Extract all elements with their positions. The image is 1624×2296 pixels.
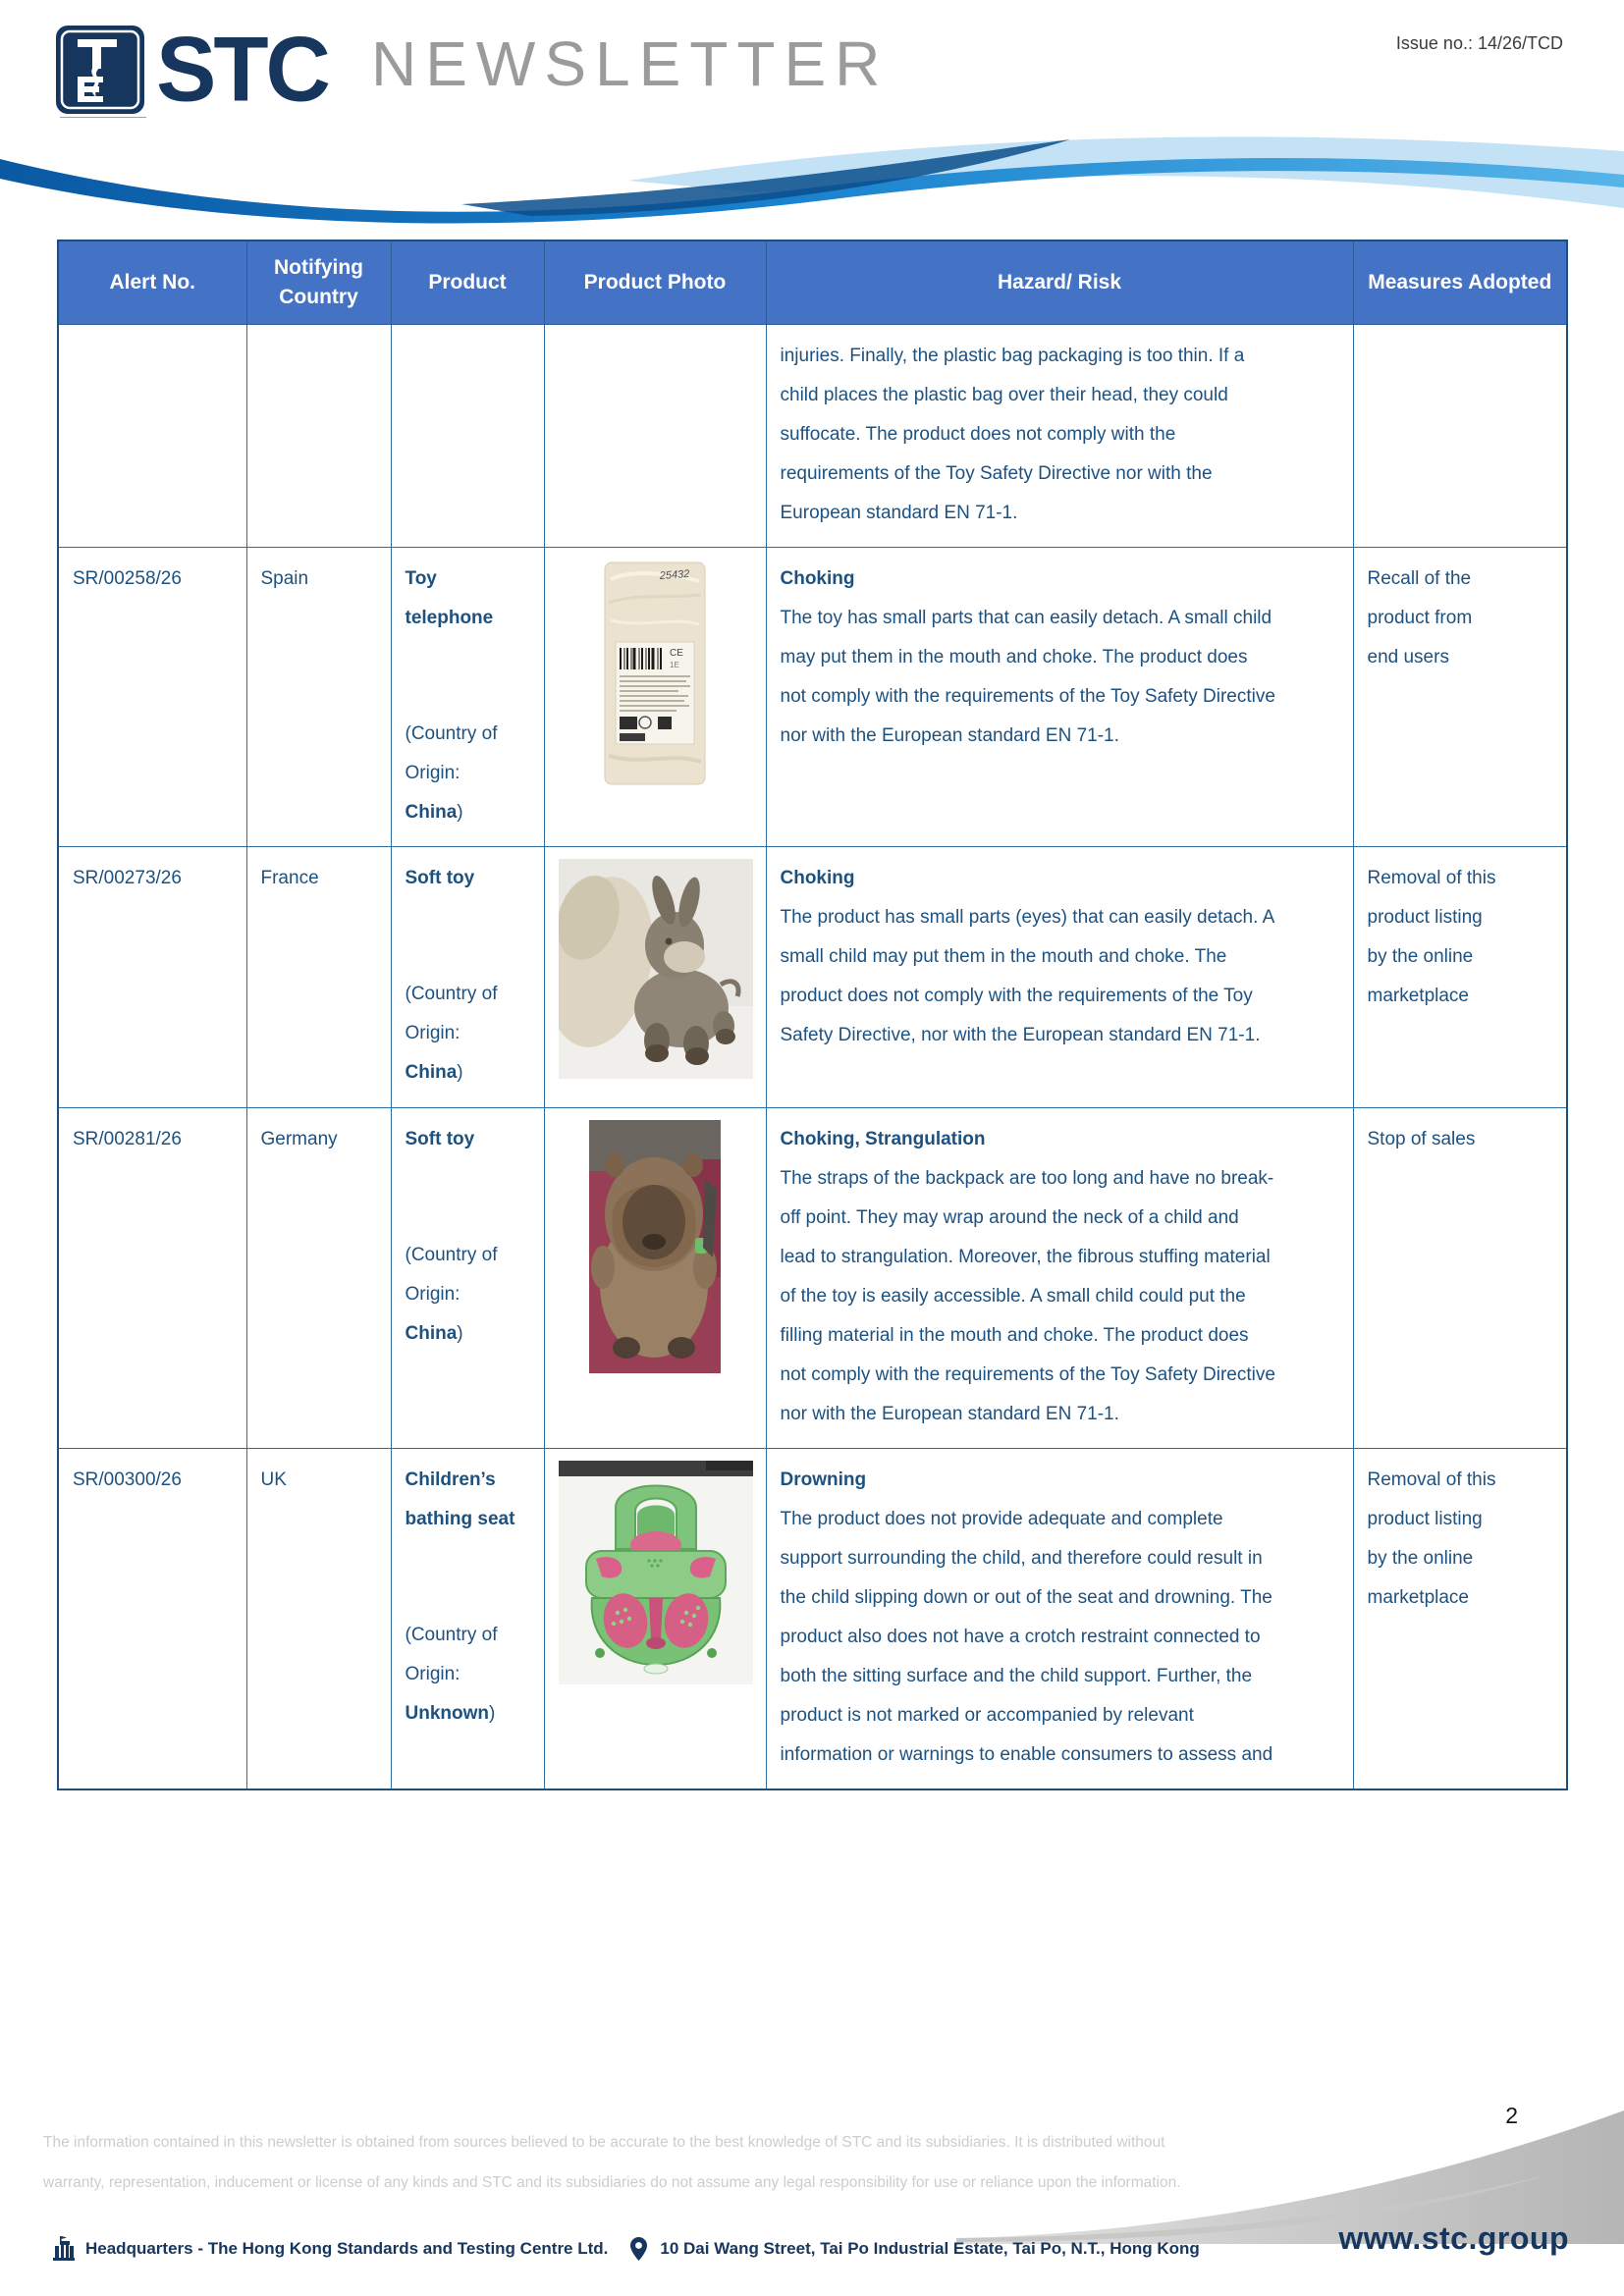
table-row	[58, 847, 1567, 1108]
origin-close: )	[457, 1062, 463, 1083]
origin-value: China	[405, 1323, 458, 1344]
alert-no-cell	[58, 325, 246, 548]
hazard-text: The toy has small parts that can easily detach. A small child may put them in the mouth and choke. The product does not comply with the requirements of the Toy Safety Directive nor with the European standard EN 71-1.	[780, 608, 1275, 746]
hazard-cell	[766, 325, 1353, 548]
table-row	[58, 548, 1567, 847]
country-of-origin	[406, 975, 515, 1093]
origin-close: )	[457, 1323, 463, 1344]
origin-label: (Country of Origin:	[405, 984, 498, 1043]
country-cell: Germany	[246, 1108, 391, 1449]
hazard-title: Drowning	[780, 1469, 867, 1490]
disclaimer-line-2: warranty, representation, inducement or license of any kinds and STC and its subsidiaries do not assume any legal responsibility for use or reliance upon the information.	[43, 2174, 1181, 2191]
soft-toy-donkey-photo	[559, 859, 753, 1079]
product-cell	[391, 548, 544, 847]
table-row	[58, 1449, 1567, 1790]
country-cell: Spain	[246, 548, 391, 847]
alert-no-cell: SR/00258/26	[58, 548, 246, 847]
country-of-origin	[406, 1236, 515, 1354]
headquarters-label: Headquarters - The Hong Kong Standards and Testing Centre Ltd.	[85, 2239, 609, 2258]
product-photo-cell	[544, 1108, 766, 1449]
hazard-cell	[766, 1108, 1353, 1449]
address-text: 10 Dai Wang Street, Tai Po Industrial Estate, Tai Po, N.T., Hong Kong	[660, 2239, 1200, 2258]
hazard-cell	[766, 548, 1353, 847]
product-name: Children’s bathing seat	[405, 1469, 515, 1529]
origin-value: China	[405, 802, 458, 823]
hazard-cell	[766, 1449, 1353, 1790]
alerts-table	[57, 240, 1568, 1790]
stc-logo-icon	[54, 22, 148, 118]
col-header-alert-no: Alert No.	[58, 240, 246, 325]
stc-logo	[54, 18, 328, 121]
soft-toy-capybara-photo	[589, 1120, 721, 1373]
country-of-origin	[406, 1616, 515, 1734]
hazard-title: Choking	[780, 568, 855, 589]
country-of-origin	[406, 715, 515, 832]
measures-cell	[1353, 548, 1567, 847]
col-header-product: Product	[391, 240, 544, 325]
col-header-notifying-country: Notifying Country	[246, 240, 391, 325]
header-wave-graphic	[0, 126, 1624, 226]
alert-no-cell: SR/00281/26	[58, 1108, 246, 1449]
measures-cell	[1353, 847, 1567, 1108]
country-cell: France	[246, 847, 391, 1108]
measures-text: Recall of the product from end users	[1367, 568, 1473, 667]
bathing-seat-photo	[559, 1461, 753, 1684]
hazard-text: The product does not provide adequate and complete support surrounding the child, and therefore could result in the child slipping down or out of the seat and drowning. The product also does not have a crotch restraint connected to both the sitting surface and the child support. Further, the product is not marked or accompanied by relevant information or warnings to enable consumers to assess and	[780, 1509, 1273, 1765]
toy-telephone-photo	[603, 560, 707, 787]
country-cell	[246, 325, 391, 548]
measures-text: Stop of sales	[1367, 1129, 1476, 1149]
product-cell	[391, 325, 544, 548]
origin-value: Unknown	[405, 1703, 489, 1724]
product-cell	[391, 847, 544, 1108]
product-photo-cell	[544, 847, 766, 1108]
origin-close: )	[489, 1703, 496, 1724]
svg-text:25432: 25432	[659, 567, 690, 582]
hazard-text: The straps of the backpack are too long and have no break-off point. They may wrap around the neck of a child and lead to strangulation. Moreover, the fibrous stuffing material of the toy is easily accessible. A small child could put the filling material in the mouth and choke. The product does not comply with the requirements of the Toy Safety Directive nor with the European standard EN 71-1.	[780, 1168, 1275, 1424]
alert-no-cell: SR/00300/26	[58, 1449, 246, 1790]
svg-text:CE: CE	[670, 648, 683, 659]
measures-cell	[1353, 1108, 1567, 1449]
table-row	[58, 1108, 1567, 1449]
product-name: Soft toy	[405, 1129, 475, 1149]
col-header-hazard-risk: Hazard/ Risk	[766, 240, 1353, 325]
location-pin-icon	[630, 2237, 647, 2261]
origin-label: (Country of Origin:	[405, 723, 498, 783]
hazard-text: The product has small parts (eyes) that can easily detach. A small child may put them in the mouth and choke. The product does not comply with the requirements of the Toy Safety Directive, nor with the European standard EN 71-1.	[780, 907, 1274, 1045]
measures-cell	[1353, 1449, 1567, 1790]
hazard-title: Choking, Strangulation	[780, 1129, 986, 1149]
product-name: Toy telephone	[405, 568, 494, 628]
country-cell: UK	[246, 1449, 391, 1790]
product-photo-cell	[544, 548, 766, 847]
table-header-row	[58, 240, 1567, 325]
alert-no-cell: SR/00273/26	[58, 847, 246, 1108]
table-row	[58, 325, 1567, 548]
origin-value: China	[405, 1062, 458, 1083]
building-icon	[51, 2236, 77, 2262]
issue-number: Issue no.: 14/26/TCD	[1395, 33, 1563, 53]
product-cell	[391, 1108, 544, 1449]
stc-logo-text: STC	[156, 18, 328, 121]
measures-cell	[1353, 325, 1567, 548]
col-header-measures: Measures Adopted	[1353, 240, 1567, 325]
disclaimer-line-1: The information contained in this newsletter is obtained from sources believed to be accurate to the best knowledge of STC and its subsidiaries. It is distributed without	[43, 2134, 1165, 2151]
product-photo-cell	[544, 1449, 766, 1790]
origin-close: )	[457, 802, 463, 823]
page-header	[0, 0, 1624, 126]
origin-label: (Country of Origin:	[405, 1625, 498, 1684]
website-link[interactable]: www.stc.group	[1338, 2220, 1569, 2256]
origin-label: (Country of Origin:	[405, 1245, 498, 1305]
newsletter-title: NEWSLETTER	[371, 28, 890, 99]
hazard-title: Choking	[780, 868, 855, 888]
measures-text: Removal of this product listing by the online marketplace	[1367, 1469, 1496, 1608]
hazard-text: injuries. Finally, the plastic bag packaging is too thin. If a child places the plastic bag over their head, they could suffocate. The product does not comply with the requirements of the Toy Safety Directive nor with the European standard EN 71-1.	[780, 346, 1245, 523]
hazard-cell	[766, 847, 1353, 1108]
product-cell	[391, 1449, 544, 1790]
measures-text: Removal of this product listing by the online marketplace	[1367, 868, 1496, 1006]
svg-text:1E: 1E	[670, 661, 679, 669]
product-photo-cell	[544, 325, 766, 548]
col-header-product-photo: Product Photo	[544, 240, 766, 325]
footer-bar	[51, 2236, 1200, 2262]
product-name: Soft toy	[405, 868, 475, 888]
page-number: 2	[1505, 2103, 1518, 2128]
